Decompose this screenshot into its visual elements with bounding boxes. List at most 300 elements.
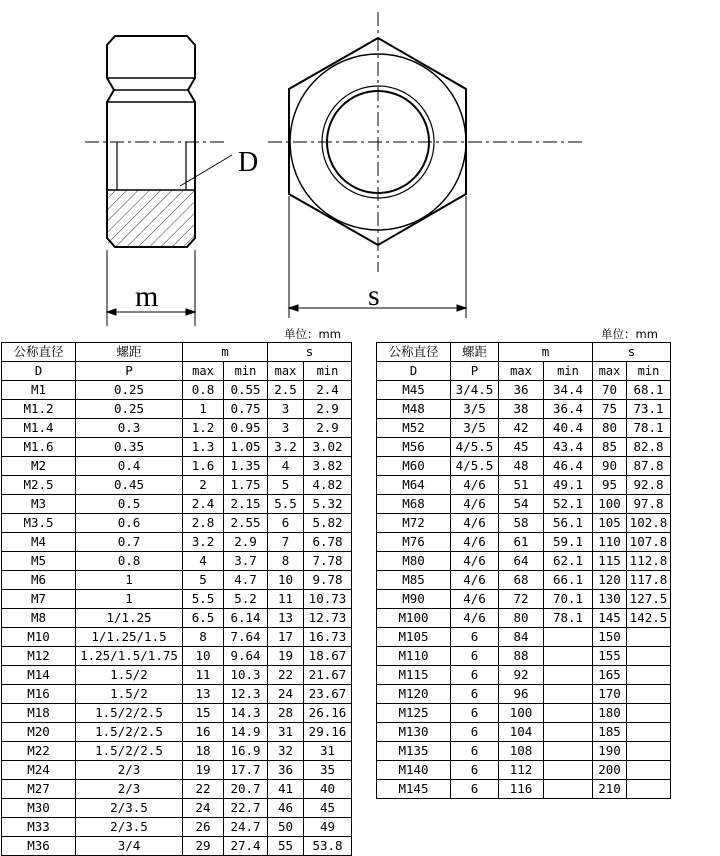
cell-m-max: 24	[183, 799, 224, 818]
cell-pitch: 1.5/2/2.5	[76, 742, 183, 761]
cell-pitch: 0.7	[76, 533, 183, 552]
cell-pitch: 4/5.5	[451, 457, 499, 476]
cell-diameter: M90	[377, 590, 451, 609]
table-row	[377, 590, 671, 609]
cell-s-max: 155	[593, 647, 627, 666]
cell-s-max: 36	[268, 761, 304, 780]
cell-m-max: 112	[499, 761, 544, 780]
table-row	[377, 381, 671, 400]
table-row	[2, 837, 352, 856]
cell-m-min: 5.2	[224, 590, 268, 609]
cell-m-max: 80	[499, 609, 544, 628]
cell-pitch: 6	[451, 628, 499, 647]
table-row	[2, 761, 352, 780]
cell-pitch: 0.6	[76, 514, 183, 533]
table-row	[2, 780, 352, 799]
cell-m-min: 4.7	[224, 571, 268, 590]
table-row	[377, 685, 671, 704]
cell-pitch: 6	[451, 780, 499, 799]
cell-m-max: 5.5	[183, 590, 224, 609]
cell-m-min	[544, 704, 593, 723]
table-row	[377, 457, 671, 476]
cell-m-min: 7.64	[224, 628, 268, 647]
cell-m-min: 3.7	[224, 552, 268, 571]
right-table-body	[377, 381, 671, 799]
cell-m-max: 8	[183, 628, 224, 647]
header-m-max: max	[183, 362, 224, 381]
cell-m-min: 27.4	[224, 837, 268, 856]
cell-s-min: 127.5	[627, 590, 671, 609]
cell-m-max: 104	[499, 723, 544, 742]
cell-s-max: 80	[593, 419, 627, 438]
table-row	[2, 457, 352, 476]
cell-s-max: 2.5	[268, 381, 304, 400]
label-s: s	[368, 279, 380, 312]
cell-s-max: 180	[593, 704, 627, 723]
cell-pitch: 0.5	[76, 495, 183, 514]
cell-s-min	[627, 685, 671, 704]
cell-diameter: M56	[377, 438, 451, 457]
cell-pitch: 3/5	[451, 400, 499, 419]
cell-s-max: 130	[593, 590, 627, 609]
cell-s-max: 31	[268, 723, 304, 742]
cell-diameter: M33	[2, 818, 76, 837]
cell-diameter: M48	[377, 400, 451, 419]
table-row	[377, 628, 671, 647]
cell-s-max: 8	[268, 552, 304, 571]
cell-m-min: 66.1	[544, 571, 593, 590]
cell-diameter: M80	[377, 552, 451, 571]
header-m: m	[499, 343, 593, 362]
cell-pitch: 4/6	[451, 571, 499, 590]
cell-s-min: 78.1	[627, 419, 671, 438]
cell-diameter: M14	[2, 666, 76, 685]
header-s-min: min	[627, 362, 671, 381]
table-row	[377, 609, 671, 628]
cell-m-min	[544, 685, 593, 704]
cell-s-max: 6	[268, 514, 304, 533]
cell-diameter: M60	[377, 457, 451, 476]
header-m: m	[183, 343, 268, 362]
cell-pitch: 1.5/2/2.5	[76, 704, 183, 723]
cell-s-max: 3.2	[268, 438, 304, 457]
table-row	[2, 723, 352, 742]
cell-s-min	[627, 628, 671, 647]
cell-s-max: 10	[268, 571, 304, 590]
cell-s-min: 5.32	[304, 495, 352, 514]
cell-pitch: 4/6	[451, 552, 499, 571]
cell-m-max: 88	[499, 647, 544, 666]
cell-m-max: 92	[499, 666, 544, 685]
cell-s-max: 145	[593, 609, 627, 628]
cell-s-max: 50	[268, 818, 304, 837]
table-row	[377, 761, 671, 780]
cell-m-max: 1.6	[183, 457, 224, 476]
cell-s-max: 41	[268, 780, 304, 799]
table-row	[377, 647, 671, 666]
header-p: P	[76, 362, 183, 381]
table-row	[377, 438, 671, 457]
cell-diameter: M72	[377, 514, 451, 533]
cell-diameter: M130	[377, 723, 451, 742]
header-d: D	[2, 362, 76, 381]
cell-m-min: 40.4	[544, 419, 593, 438]
cell-diameter: M1.4	[2, 419, 76, 438]
header-s: s	[268, 343, 352, 362]
table-row	[2, 476, 352, 495]
table-row	[2, 590, 352, 609]
cell-s-max: 120	[593, 571, 627, 590]
cell-s-max: 210	[593, 780, 627, 799]
cell-m-max: 58	[499, 514, 544, 533]
cell-diameter: M3	[2, 495, 76, 514]
cell-m-max: 1.3	[183, 438, 224, 457]
cell-m-max: 1	[183, 400, 224, 419]
cell-pitch: 1.5/2	[76, 685, 183, 704]
cell-pitch: 3/4	[76, 837, 183, 856]
cell-s-min: 4.82	[304, 476, 352, 495]
cell-pitch: 4/6	[451, 495, 499, 514]
cell-s-max: 5	[268, 476, 304, 495]
cell-s-max: 4	[268, 457, 304, 476]
cell-s-min: 92.8	[627, 476, 671, 495]
cell-diameter: M135	[377, 742, 451, 761]
cell-s-min	[627, 647, 671, 666]
table-row	[2, 419, 352, 438]
cell-s-min: 97.8	[627, 495, 671, 514]
cell-diameter: M24	[2, 761, 76, 780]
cell-m-max: 29	[183, 837, 224, 856]
cell-m-max: 2.8	[183, 514, 224, 533]
cell-s-min	[627, 742, 671, 761]
table-row	[377, 419, 671, 438]
cell-m-min: 16.9	[224, 742, 268, 761]
cell-pitch: 0.8	[76, 552, 183, 571]
table-row	[377, 723, 671, 742]
cell-pitch: 6	[451, 685, 499, 704]
cell-s-min: 68.1	[627, 381, 671, 400]
cell-m-max: 1.2	[183, 419, 224, 438]
label-m: m	[135, 280, 159, 313]
cell-m-min: 0.95	[224, 419, 268, 438]
cell-s-max: 24	[268, 685, 304, 704]
cell-m-min: 2.15	[224, 495, 268, 514]
cell-m-min	[544, 761, 593, 780]
cell-diameter: M64	[377, 476, 451, 495]
cell-pitch: 0.35	[76, 438, 183, 457]
cell-m-min: 0.75	[224, 400, 268, 419]
cell-s-max: 170	[593, 685, 627, 704]
header-s-max: max	[593, 362, 627, 381]
cell-s-min: 2.4	[304, 381, 352, 400]
cell-pitch: 4/6	[451, 609, 499, 628]
cell-m-max: 2.4	[183, 495, 224, 514]
cell-s-max: 150	[593, 628, 627, 647]
table-row	[377, 552, 671, 571]
cell-pitch: 0.25	[76, 381, 183, 400]
cell-s-min: 29.16	[304, 723, 352, 742]
cell-s-max: 46	[268, 799, 304, 818]
cell-s-min: 26.16	[304, 704, 352, 723]
cell-s-max: 190	[593, 742, 627, 761]
cell-m-max: 36	[499, 381, 544, 400]
cell-m-max: 10	[183, 647, 224, 666]
cell-m-min: 2.9	[224, 533, 268, 552]
table-row	[377, 780, 671, 799]
cell-m-max: 6.5	[183, 609, 224, 628]
cell-m-min: 1.05	[224, 438, 268, 457]
cell-m-max: 72	[499, 590, 544, 609]
cell-diameter: M110	[377, 647, 451, 666]
cell-pitch: 6	[451, 723, 499, 742]
cell-m-min	[544, 647, 593, 666]
cell-diameter: M3.5	[2, 514, 76, 533]
cell-m-max: 5	[183, 571, 224, 590]
cell-diameter: M4	[2, 533, 76, 552]
cell-s-min: 102.8	[627, 514, 671, 533]
cell-s-min: 6.78	[304, 533, 352, 552]
cell-pitch: 1/1.25	[76, 609, 183, 628]
cell-diameter: M27	[2, 780, 76, 799]
cell-pitch: 2/3	[76, 761, 183, 780]
cell-s-min: 112.8	[627, 552, 671, 571]
cell-s-min: 73.1	[627, 400, 671, 419]
cell-m-min: 14.3	[224, 704, 268, 723]
cell-diameter: M16	[2, 685, 76, 704]
cell-pitch: 4/5.5	[451, 438, 499, 457]
header-nominal-diameter: 公称直径	[2, 343, 76, 362]
cell-m-min: 10.3	[224, 666, 268, 685]
cell-s-min: 16.73	[304, 628, 352, 647]
cell-pitch: 6	[451, 704, 499, 723]
cell-s-min: 21.67	[304, 666, 352, 685]
header-s-max: max	[268, 362, 304, 381]
cell-s-min: 35	[304, 761, 352, 780]
header-m-max: max	[499, 362, 544, 381]
cell-s-max: 185	[593, 723, 627, 742]
cell-pitch: 0.3	[76, 419, 183, 438]
cell-diameter: M7	[2, 590, 76, 609]
cell-diameter: M30	[2, 799, 76, 818]
cell-s-max: 110	[593, 533, 627, 552]
cell-m-min: 56.1	[544, 514, 593, 533]
cell-s-min	[627, 780, 671, 799]
cell-diameter: M140	[377, 761, 451, 780]
cell-s-min: 2.9	[304, 419, 352, 438]
cell-pitch: 1.25/1.5/1.75	[76, 647, 183, 666]
cell-diameter: M1.2	[2, 400, 76, 419]
cell-m-min: 59.1	[544, 533, 593, 552]
cell-diameter: M36	[2, 837, 76, 856]
cell-diameter: M10	[2, 628, 76, 647]
cell-m-min: 49.1	[544, 476, 593, 495]
cell-diameter: M45	[377, 381, 451, 400]
spec-table-left	[1, 342, 352, 856]
cell-m-min: 0.55	[224, 381, 268, 400]
cell-m-max: 64	[499, 552, 544, 571]
cell-pitch: 3/5	[451, 419, 499, 438]
cell-s-min	[627, 666, 671, 685]
cell-pitch: 0.45	[76, 476, 183, 495]
cell-s-min	[627, 761, 671, 780]
table-row	[2, 514, 352, 533]
cell-s-min: 142.5	[627, 609, 671, 628]
table-row	[377, 400, 671, 419]
cell-s-max: 115	[593, 552, 627, 571]
table-row	[2, 685, 352, 704]
cell-m-min	[544, 780, 593, 799]
cell-pitch: 1	[76, 590, 183, 609]
cell-m-min: 62.1	[544, 552, 593, 571]
cell-m-min: 43.4	[544, 438, 593, 457]
table-row	[2, 438, 352, 457]
cell-m-min: 22.7	[224, 799, 268, 818]
cell-m-max: 45	[499, 438, 544, 457]
cell-s-min: 2.9	[304, 400, 352, 419]
cell-m-min: 1.35	[224, 457, 268, 476]
cell-pitch: 0.4	[76, 457, 183, 476]
cell-diameter: M120	[377, 685, 451, 704]
cell-pitch: 4/6	[451, 476, 499, 495]
cell-m-min: 14.9	[224, 723, 268, 742]
leader-line-d	[180, 155, 232, 186]
cell-s-min: 3.82	[304, 457, 352, 476]
header-s-min: min	[304, 362, 352, 381]
cell-s-max: 32	[268, 742, 304, 761]
cell-s-min: 53.8	[304, 837, 352, 856]
cell-m-max: 2	[183, 476, 224, 495]
cell-s-min: 10.73	[304, 590, 352, 609]
cell-pitch: 2/3	[76, 780, 183, 799]
cell-s-min: 18.67	[304, 647, 352, 666]
cell-s-min	[627, 723, 671, 742]
table-row	[2, 742, 352, 761]
cell-m-min: 52.1	[544, 495, 593, 514]
cell-diameter: M115	[377, 666, 451, 685]
cell-m-max: 15	[183, 704, 224, 723]
cell-m-max: 100	[499, 704, 544, 723]
cell-m-min	[544, 742, 593, 761]
cell-m-min: 6.14	[224, 609, 268, 628]
table-row	[377, 666, 671, 685]
header-m-min: min	[224, 362, 268, 381]
cell-pitch: 1.5/2/2.5	[76, 723, 183, 742]
cell-m-min: 24.7	[224, 818, 268, 837]
cell-m-min	[544, 666, 593, 685]
hex-nut-technical-drawing	[0, 0, 720, 340]
cell-diameter: M6	[2, 571, 76, 590]
header-p: P	[451, 362, 499, 381]
cell-m-min: 1.75	[224, 476, 268, 495]
unit-label-left: 单位：mm	[284, 327, 341, 341]
cell-s-min: 5.82	[304, 514, 352, 533]
header-nominal-diameter: 公称直径	[377, 343, 451, 362]
cell-s-max: 7	[268, 533, 304, 552]
cell-s-min: 3.02	[304, 438, 352, 457]
cell-s-min: 31	[304, 742, 352, 761]
cell-m-max: 108	[499, 742, 544, 761]
cell-pitch: 1.5/2	[76, 666, 183, 685]
table-row	[377, 742, 671, 761]
cell-m-min: 34.4	[544, 381, 593, 400]
cell-s-min	[627, 704, 671, 723]
cell-diameter: M105	[377, 628, 451, 647]
cell-s-min: 40	[304, 780, 352, 799]
cell-pitch: 6	[451, 761, 499, 780]
header-pitch: 螺距	[76, 343, 183, 362]
cell-m-max: 22	[183, 780, 224, 799]
cell-s-max: 19	[268, 647, 304, 666]
cell-s-max: 85	[593, 438, 627, 457]
cell-s-min: 117.8	[627, 571, 671, 590]
cell-m-max: 68	[499, 571, 544, 590]
cell-m-max: 0.8	[183, 381, 224, 400]
cell-m-max: 61	[499, 533, 544, 552]
label-d: D	[238, 147, 259, 178]
cell-m-min: 20.7	[224, 780, 268, 799]
cell-m-max: 19	[183, 761, 224, 780]
cell-s-max: 3	[268, 419, 304, 438]
cell-m-min: 17.7	[224, 761, 268, 780]
cell-pitch: 3/4.5	[451, 381, 499, 400]
cell-pitch: 4/6	[451, 590, 499, 609]
header-d: D	[377, 362, 451, 381]
cell-diameter: M1	[2, 381, 76, 400]
cell-s-max: 17	[268, 628, 304, 647]
cell-diameter: M22	[2, 742, 76, 761]
spec-table-right	[376, 342, 671, 799]
cell-pitch: 6	[451, 742, 499, 761]
cell-pitch: 1	[76, 571, 183, 590]
cell-m-max: 42	[499, 419, 544, 438]
cell-m-min: 46.4	[544, 457, 593, 476]
cell-m-max: 11	[183, 666, 224, 685]
cell-s-max: 105	[593, 514, 627, 533]
cell-s-min: 82.8	[627, 438, 671, 457]
table-row	[2, 571, 352, 590]
cell-diameter: M76	[377, 533, 451, 552]
cell-s-max: 200	[593, 761, 627, 780]
header-pitch: 螺距	[451, 343, 499, 362]
unit-label-right: 单位：mm	[601, 327, 658, 341]
cell-diameter: M145	[377, 780, 451, 799]
cell-s-max: 3	[268, 400, 304, 419]
table-row	[2, 609, 352, 628]
table-row	[377, 571, 671, 590]
cell-diameter: M2.5	[2, 476, 76, 495]
left-table-body	[2, 381, 352, 856]
cell-m-min: 2.55	[224, 514, 268, 533]
table-row	[2, 666, 352, 685]
cell-m-min: 70.1	[544, 590, 593, 609]
cell-diameter: M2	[2, 457, 76, 476]
cell-s-max: 13	[268, 609, 304, 628]
cell-diameter: M8	[2, 609, 76, 628]
table-row	[377, 533, 671, 552]
table-row	[2, 400, 352, 419]
cell-s-max: 70	[593, 381, 627, 400]
cell-m-min: 12.3	[224, 685, 268, 704]
cell-m-min: 9.64	[224, 647, 268, 666]
cell-m-max: 54	[499, 495, 544, 514]
cell-pitch: 1/1.25/1.5	[76, 628, 183, 647]
table-row	[377, 704, 671, 723]
table-row	[377, 476, 671, 495]
cell-s-min: 107.8	[627, 533, 671, 552]
table-row	[2, 533, 352, 552]
cell-m-max: 51	[499, 476, 544, 495]
cell-m-max: 48	[499, 457, 544, 476]
